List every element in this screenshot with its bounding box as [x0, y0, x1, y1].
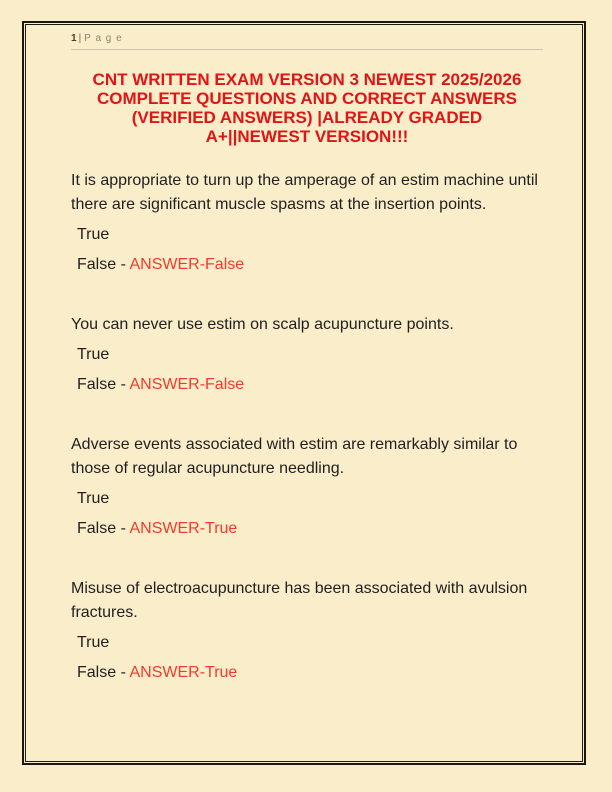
- question-block-2: [71, 313, 543, 397]
- answer-text: ANSWER-True: [129, 664, 238, 681]
- option-false-label: False -: [77, 256, 126, 273]
- page-header: [71, 33, 543, 50]
- option-false-label: False -: [77, 376, 126, 393]
- option-false: [71, 253, 543, 277]
- page-content: [71, 33, 543, 721]
- option-false-label: False -: [77, 520, 126, 537]
- question-text: Misuse of electroacupuncture has been associated with avulsion fractures.: [71, 580, 528, 621]
- answer-text: ANSWER-False: [129, 256, 245, 273]
- page-header-label: P a g e: [84, 33, 123, 44]
- option-true: True: [77, 490, 110, 507]
- option-false: [71, 661, 543, 685]
- answer-text: ANSWER-False: [129, 376, 245, 393]
- option-true: True: [77, 634, 110, 651]
- option-false-label: False -: [77, 664, 126, 681]
- question-text: It is appropriate to turn up the amperage of an estim machine until there are significant muscle spasms at the insertion points.: [71, 172, 538, 213]
- option-true: True: [77, 226, 110, 243]
- option-false: [71, 517, 543, 541]
- option-true: True: [77, 346, 110, 363]
- page-number: 1: [71, 33, 77, 44]
- answer-text: ANSWER-True: [129, 520, 238, 537]
- question-block-3: [71, 433, 543, 541]
- question-block-4: [71, 577, 543, 685]
- page-header-separator: |: [78, 33, 83, 44]
- questions-list: [71, 169, 543, 685]
- document-title-line-3: (VERIFIED ANSWERS) |ALREADY GRADED: [131, 108, 483, 127]
- document-title-line-4: A+||NEWEST VERSION!!!: [205, 127, 409, 146]
- question-block-1: [71, 169, 543, 277]
- document-title: [71, 70, 543, 146]
- question-text: You can never use estim on scalp acupuncture points.: [71, 316, 454, 333]
- question-text: Adverse events associated with estim are remarkably similar to those of regular acupuncture needling.: [71, 436, 518, 477]
- option-false: [71, 373, 543, 397]
- document-title-line-1: CNT WRITTEN EXAM VERSION 3 NEWEST 2025/2026: [92, 70, 522, 89]
- document-title-line-2: COMPLETE QUESTIONS AND CORRECT ANSWERS: [97, 89, 517, 108]
